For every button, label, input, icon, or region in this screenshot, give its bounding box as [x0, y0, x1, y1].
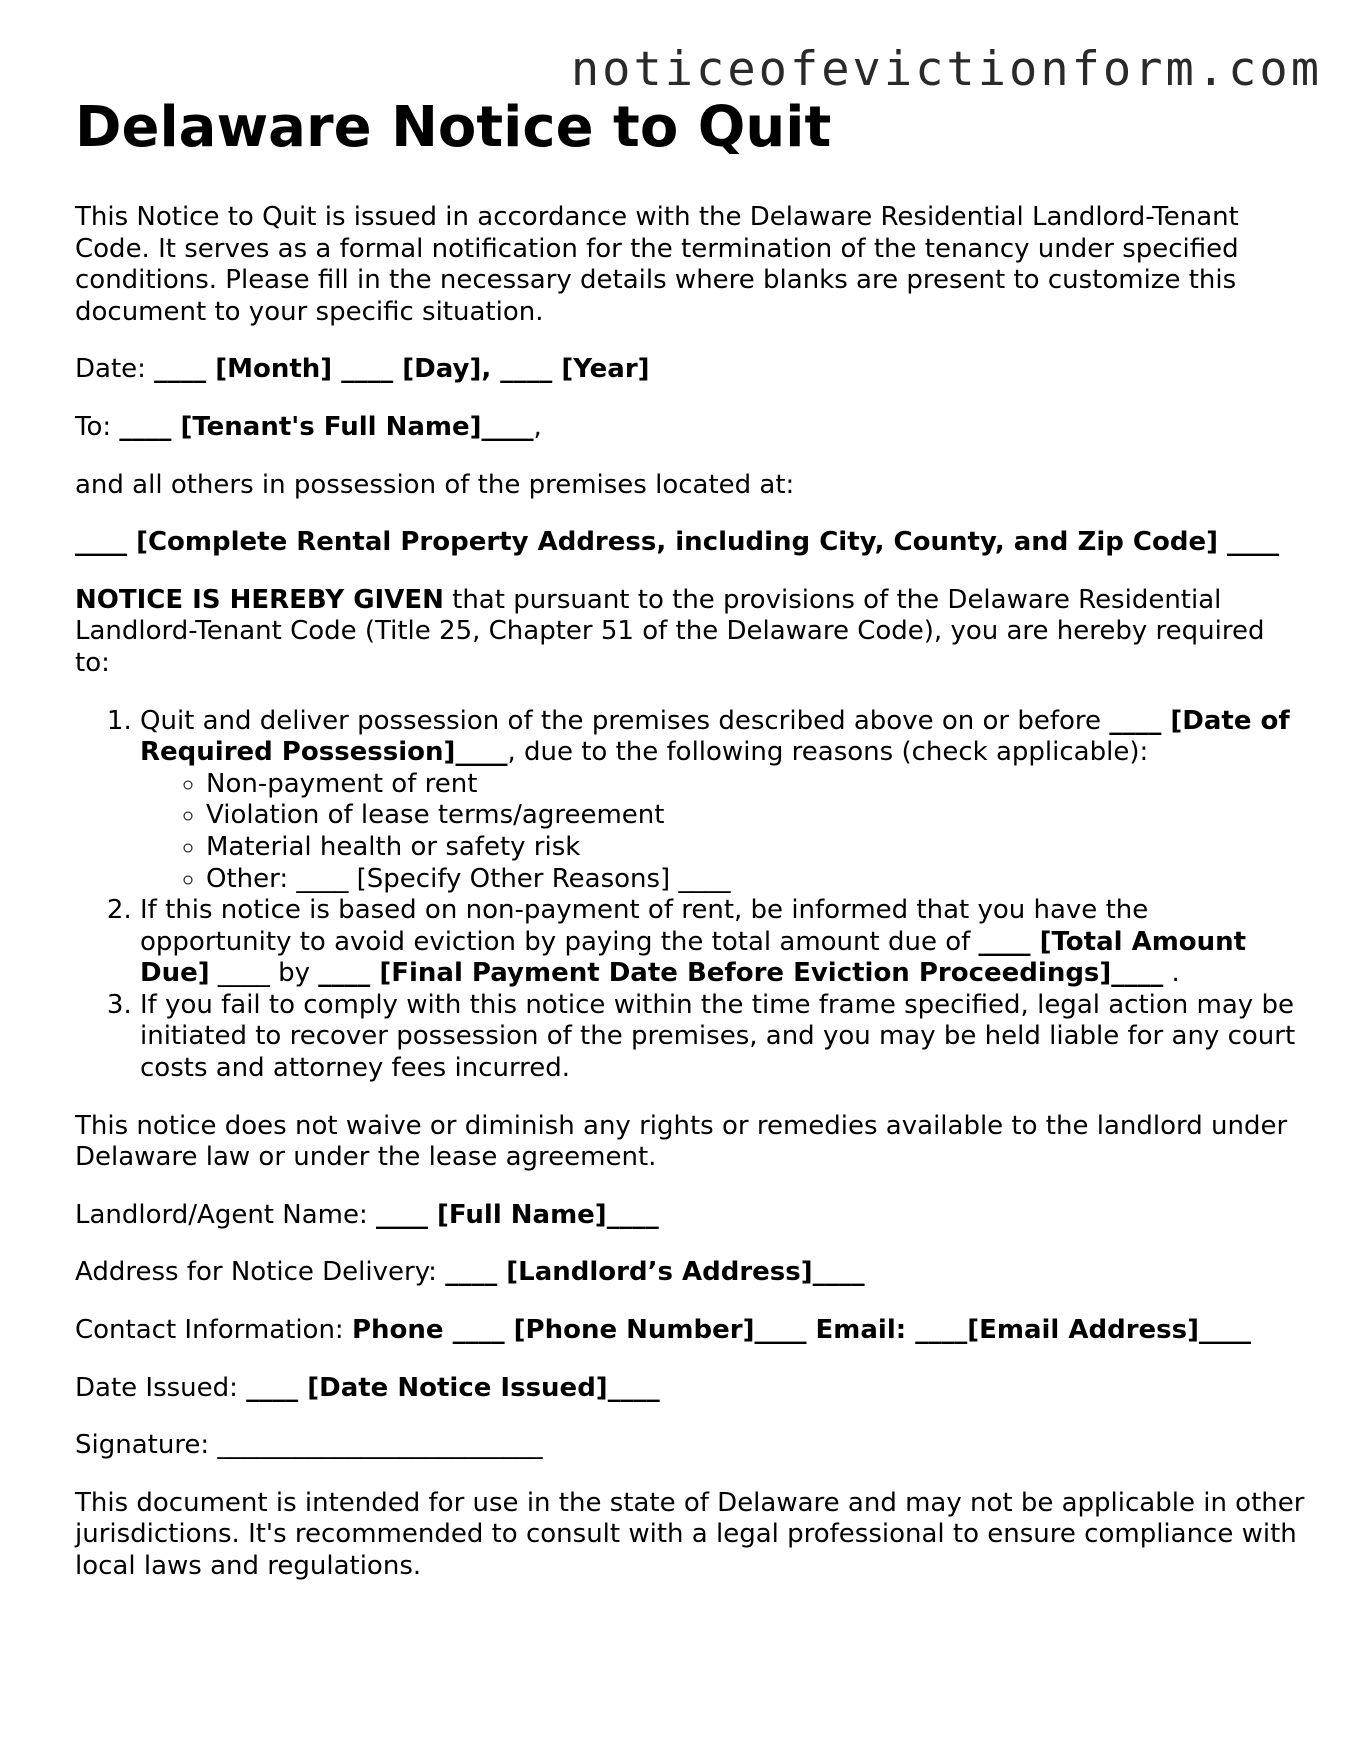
tenant-name-blank: ____ [Tenant's Full Name]____: [119, 411, 534, 442]
year-blank: ____ [Year]: [491, 354, 650, 385]
property-address-line: ____ [Complete Rental Property Address, including City, County, and Zip Code] ____: [75, 527, 1280, 558]
site-watermark: noticeofevictionform.com: [570, 42, 1322, 97]
possession-line: and all others in possession of the premises located at:: [75, 469, 795, 500]
signature-line: Signature: _________________________: [75, 1430, 543, 1461]
day-blank: ____ [Day],: [332, 354, 492, 385]
document-page: [75, 94, 1305, 1609]
notice-delivery-address-line: Address for Notice Delivery: ____ [Landlord’s Address]____: [75, 1257, 865, 1288]
landlord-address-blank: ____ [Landlord’s Address]____: [445, 1257, 865, 1288]
property-address-blank: [Complete Rental Property Address, including City, County, and Zip Code]: [136, 527, 1218, 558]
date-issued-blank: ____ [Date Notice Issued]____: [246, 1372, 660, 1403]
requirements-list: [75, 706, 1305, 1085]
notice-lead: NOTICE IS HEREBY GIVEN: [75, 584, 444, 615]
list-item: ◦ Material health or safety risk: [206, 832, 1305, 864]
reasons-list: [140, 769, 1305, 895]
list-item: ◦ Other: ____ [Specify Other Reasons] ____: [206, 864, 1305, 896]
date-line: [75, 354, 1305, 386]
list-item: ◦ Non-payment of rent: [206, 769, 1305, 801]
final-payment-date-blank: ____ [Final Payment Date Before Eviction Proceedings]____: [318, 958, 1164, 989]
required-possession-date-blank: ____ [Date of Required Possession]____: [140, 705, 1290, 768]
landlord-name-line: Landlord/Agent Name: ____ [Full Name]____: [75, 1199, 659, 1230]
notice-paragraph: NOTICE IS HEREBY GIVEN that pursuant to the provisions of the Delaware Residential Landlord-Tenant Code (Title 25, Chapter 51 of the Delaware Code), you are hereby required to:: [75, 584, 1265, 678]
phone-blank: Phone ____ [Phone Number]____: [351, 1315, 807, 1346]
date-issued-line: Date Issued: ____ [Date Notice Issued]____: [75, 1372, 660, 1403]
to-label: To:: [75, 411, 120, 442]
month-blank: ____ [Month]: [154, 354, 333, 385]
date-label: Date:: [75, 354, 155, 385]
total-amount-blank: ____ [Total Amount Due]: [140, 926, 1247, 989]
to-line: To: ____ [Tenant's Full Name]____,: [75, 411, 542, 442]
document-title: Delaware Notice to Quit: [75, 95, 832, 160]
list-item: 1. Quit and deliver possession of the premises described above on or before ____ [Date of Required Possession]____, due to the following reasons (check applicable): ◦ Non-payment of rent ◦ Violation of lease terms/agreement ◦ Material health or safety risk ◦ Other: ____ [Specify Other Reasons] ____: [140, 706, 1305, 896]
list-item: 3. If you fail to comply with this notice within the time frame specified, legal action may be initiated to recover possession of the premises, and you may be held liable for any court costs and attorney fees incurred.: [140, 990, 1305, 1085]
list-item: 2. If this notice is based on non-payment of rent, be informed that you have the opportunity to avoid eviction by paying the total amount due of ____ [Total Amount Due] ____ by ____ [Final Payment Date Before Eviction Proceedings]____ .: [140, 895, 1305, 990]
disclaimer-paragraph: This document is intended for use in the state of Delaware and may not be applicable in other jurisdictions. It's recommended to consult with a legal professional to ensure compliance with local laws and regulations.: [75, 1487, 1305, 1581]
email-blank: Email: ____[Email Address]____: [806, 1315, 1251, 1346]
landlord-name-blank: ____ [Full Name]____: [375, 1199, 659, 1230]
list-item: ◦ Violation of lease terms/agreement: [206, 800, 1305, 832]
waiver-paragraph: This notice does not waive or diminish any rights or remedies available to the landlord under Delaware law or under the lease agreement.: [75, 1110, 1288, 1173]
contact-information-line: Contact Information: Phone ____ [Phone Number]____ Email: ____[Email Address]____: [75, 1315, 1251, 1346]
intro-paragraph: This Notice to Quit is issued in accordance with the Delaware Residential Landlord-Tenant Code. It serves as a formal notification for the termination of the tenancy under specified conditions. Please fill in the necessary details where blanks are present to customize this document to your specific situation.: [75, 202, 1239, 327]
